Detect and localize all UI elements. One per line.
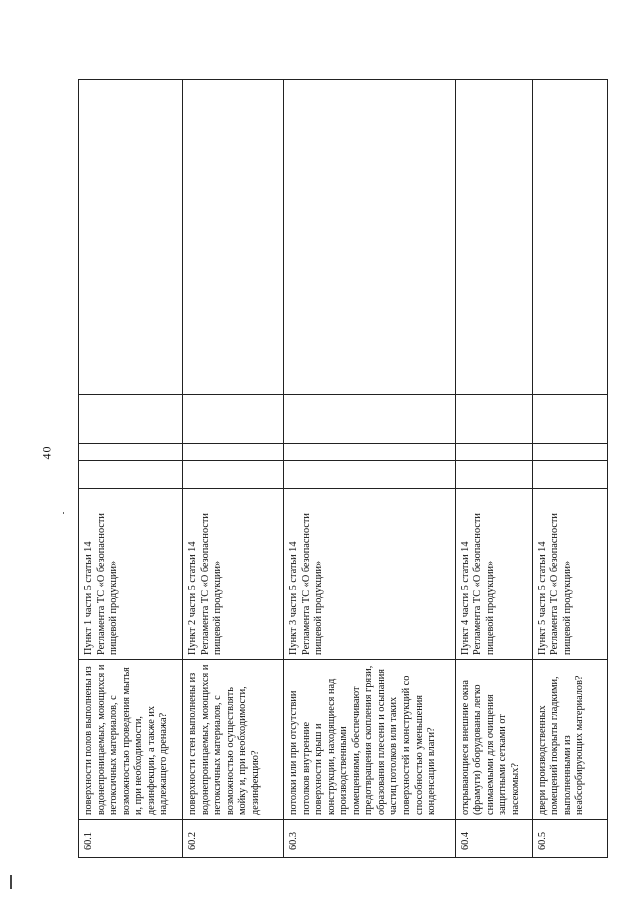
answer-cell-na: [284, 395, 456, 444]
scan-speck: [63, 512, 64, 514]
notes-cell: [79, 80, 183, 395]
regulation-reference: Пункт 1 части 5 статьи 14 Регламента ТС «О безопасности пищевой продукции»: [79, 489, 183, 660]
row-number: 60.1: [79, 820, 183, 858]
answer-cell-no: [455, 444, 532, 461]
checklist-table: [78, 79, 608, 858]
row-number: 60.5: [532, 820, 607, 858]
answer-cell-no: [79, 444, 183, 461]
answer-cell-na: [79, 395, 183, 444]
answer-cell-yes: [455, 461, 532, 489]
row-number: 60.4: [455, 820, 532, 858]
table-row: [284, 80, 456, 858]
regulation-reference: Пункт 3 части 5 статьи 14 Регламента ТС «О безопасности пищевой продукции»: [284, 489, 456, 660]
answer-cell-yes: [532, 461, 607, 489]
notes-cell: [455, 80, 532, 395]
answer-cell-no: [284, 444, 456, 461]
answer-cell-no: [183, 444, 284, 461]
table-row: [455, 80, 532, 858]
answer-cell-yes: [183, 461, 284, 489]
answer-cell-na: [455, 395, 532, 444]
requirement-text: двери производственных помещений покрыты гладкими, выполненными из неабсорбирующих материалов?: [532, 660, 607, 820]
notes-cell: [284, 80, 456, 395]
answer-cell-na: [183, 395, 284, 444]
answer-cell-yes: [79, 461, 183, 489]
answer-cell-na: [532, 395, 607, 444]
table-row: [183, 80, 284, 858]
regulation-reference: Пункт 4 части 5 статьи 14 Регламента ТС «О безопасности пищевой продукции»: [455, 489, 532, 660]
requirement-text: потолки или при отсутствии потолков внутренние поверхности крыш и конструкции, находящиеся над производственными помещениями, обеспечивают предотвращения скопления грязи, образования плесени и осыпания частиц потолков или таких поверхностей и конструкций со способностью уменьшения конденсации влаги?: [284, 660, 456, 820]
row-number: 60.3: [284, 820, 456, 858]
row-number: 60.2: [183, 820, 284, 858]
answer-cell-yes: [284, 461, 456, 489]
page-number: 40: [39, 445, 54, 460]
requirement-text: открывающиеся внешние окна (фрамуги) оборудованы легко снимаемыми для очищения защитными сетками от насекомых?: [455, 660, 532, 820]
notes-cell: [183, 80, 284, 395]
table-row: [79, 80, 183, 858]
notes-cell: [532, 80, 607, 395]
margin-mark: [10, 875, 12, 889]
checklist-table-rotated: [78, 80, 608, 858]
regulation-reference: Пункт 5 части 5 статьи 14 Регламента ТС «О безопасности пищевой продукции»: [532, 489, 607, 660]
requirement-text: поверхности стен выполнены из водонепроницаемых, моющихся и нетоксичных материалов, с возможностью осуществлять мойку и, при необходимости, дезинфекцию?: [183, 660, 284, 820]
table-row: [532, 80, 607, 858]
answer-cell-no: [532, 444, 607, 461]
regulation-reference: Пункт 2 части 5 статьи 14 Регламента ТС «О безопасности пищевой продукции»: [183, 489, 284, 660]
requirement-text: поверхности полов выполнены из водонепроницаемых, моющихся и нетоксичных материалов, с возможностью проведения мытья и, при необходимости, дезинфекции, а также их надлежащего дренажа?: [79, 660, 183, 820]
